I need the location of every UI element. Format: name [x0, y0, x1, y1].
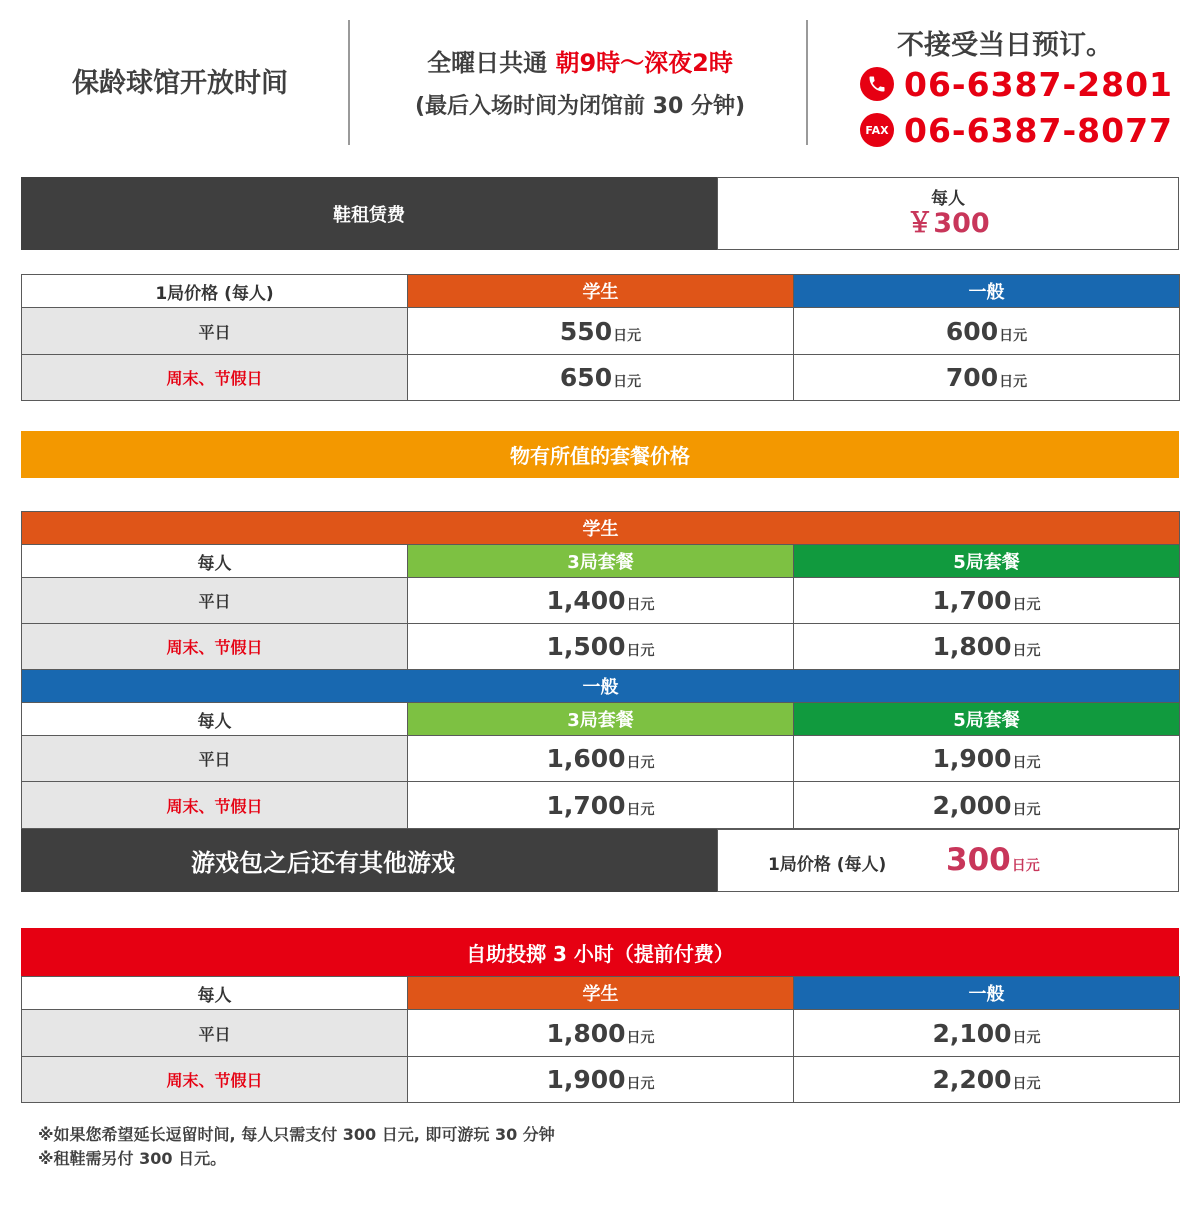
price-unit: 日元	[613, 327, 642, 344]
price-cell	[408, 624, 794, 670]
table-row	[22, 1057, 1180, 1103]
price-cell	[794, 1057, 1180, 1103]
price-cell	[408, 782, 794, 829]
price-value: 2,200	[932, 1065, 1012, 1094]
page-title: 保龄球馆开放时间	[72, 67, 288, 99]
fax-number: 06-6387-8077	[904, 110, 1174, 150]
price-unit: 日元	[1011, 858, 1040, 874]
extra-games-label: 游戏包之后还有其他游戏	[21, 829, 717, 892]
price-unit: 日元	[999, 374, 1028, 390]
row-label: 平日	[22, 736, 408, 782]
row-label: 周末、节假日	[22, 1057, 408, 1103]
hours-time: 朝9時〜深夜2時	[555, 48, 733, 77]
price-value: 2,000	[932, 790, 1012, 820]
col-student: 学生	[408, 977, 794, 1010]
opening-hours	[352, 40, 808, 80]
col-general: 一般	[794, 275, 1180, 308]
divider	[348, 20, 350, 145]
pack-table	[21, 511, 1180, 829]
price-cell	[794, 578, 1180, 624]
price-value: 600	[945, 316, 999, 346]
row-label: 周末、节假日	[22, 355, 408, 401]
price-unit: 日元	[1012, 801, 1041, 818]
price-value: 1,700	[546, 790, 626, 820]
price-cell	[794, 736, 1180, 782]
phone-icon	[860, 67, 894, 101]
price-value: 1,700	[932, 586, 1012, 615]
price-cell	[408, 355, 794, 401]
row-label: 周末、节假日	[22, 782, 408, 829]
price-value: 2,100	[932, 1018, 1012, 1048]
note-extension: ※如果您希望延长逗留时间, 每人只需支付 300 日元, 即可游玩 30 分钟	[38, 1125, 555, 1144]
per-person-header: 每人	[22, 545, 408, 578]
price-cell	[408, 308, 794, 355]
shoe-rental-price-box	[717, 177, 1179, 250]
price-value: 1,800	[932, 632, 1012, 661]
col-pack5: 5局套餐	[794, 545, 1180, 578]
general-section-title: 一般	[22, 670, 1180, 703]
price-unit: 日元	[999, 327, 1028, 344]
row-label: 平日	[22, 1010, 408, 1057]
single-game-header: 1局价格 (每人)	[22, 275, 408, 308]
price-unit: 日元	[1012, 755, 1041, 771]
price-value: 650	[559, 363, 613, 392]
price-cell	[794, 355, 1180, 401]
price-unit: 日元	[626, 1076, 655, 1092]
price-unit: 日元	[626, 643, 655, 659]
price-value: 1,900	[932, 744, 1012, 773]
fax-icon: FAX	[860, 113, 894, 147]
price-value: 700	[945, 363, 999, 392]
price-value: 1,600	[546, 744, 626, 773]
price-cell	[408, 1010, 794, 1057]
table-row	[22, 355, 1180, 401]
table-row	[22, 578, 1180, 624]
col-general: 一般	[794, 977, 1180, 1010]
last-entry-note: (最后入场时间为闭馆前 30 分钟)	[414, 93, 746, 119]
price-unit: 日元	[1012, 643, 1041, 659]
price-unit: 日元	[1012, 1076, 1041, 1092]
price-cell	[794, 782, 1180, 829]
price-unit: 日元	[1012, 597, 1041, 613]
row-label: 平日	[22, 308, 408, 355]
col-pack3: 3局套餐	[408, 703, 794, 736]
price-cell	[408, 578, 794, 624]
phone-number: 06-6387-2801	[904, 64, 1174, 104]
row-label: 平日	[22, 578, 408, 624]
price-value: 1,900	[546, 1065, 626, 1094]
single-game-table	[21, 274, 1180, 401]
price-unit: 日元	[1012, 1029, 1041, 1046]
price-cell	[794, 308, 1180, 355]
price-value: 1,500	[546, 632, 626, 661]
extra-game-price-label: 1局价格 (每人)	[768, 855, 887, 875]
price-value: 550	[559, 316, 613, 346]
per-person-header: 每人	[22, 977, 408, 1010]
table-row	[22, 624, 1180, 670]
table-row	[22, 782, 1180, 829]
price-unit: 日元	[613, 374, 642, 390]
price-unit: 日元	[626, 755, 655, 771]
no-same-day-notice: 不接受当日预订。	[897, 29, 1113, 61]
shoe-per-person: 每人	[931, 188, 965, 209]
price-value: 1,800	[546, 1018, 626, 1048]
self-play-table	[21, 976, 1180, 1103]
price-unit: 日元	[626, 801, 655, 818]
row-label: 周末、节假日	[22, 624, 408, 670]
col-student: 学生	[408, 275, 794, 308]
table-row	[22, 308, 1180, 355]
price-unit: 日元	[626, 1029, 655, 1046]
shoe-rental-label: 鞋租赁费	[21, 177, 717, 250]
self-play-banner: 自助投掷 3 小时（提前付费）	[21, 928, 1179, 976]
table-row	[22, 736, 1180, 782]
price-cell	[408, 736, 794, 782]
note-shoe-rental: ※租鞋需另付 300 日元。	[38, 1149, 227, 1168]
table-row	[22, 1010, 1180, 1057]
price-value: 1,400	[546, 586, 626, 615]
price-cell	[794, 1010, 1180, 1057]
divider	[806, 20, 808, 145]
student-section-title: 学生	[22, 512, 1180, 545]
col-pack5: 5局套餐	[794, 703, 1180, 736]
per-person-header: 每人	[22, 703, 408, 736]
price-cell	[408, 1057, 794, 1103]
extra-game-price-box	[717, 829, 1179, 892]
price-value: 300	[946, 842, 1011, 878]
price-cell	[794, 624, 1180, 670]
price-unit: 日元	[626, 597, 655, 613]
fax-contact	[860, 108, 1180, 152]
shoe-price: ￥300	[906, 207, 990, 239]
value-pack-banner: 物有所值的套餐价格	[21, 431, 1179, 478]
phone-contact[interactable]	[860, 62, 1180, 106]
extra-game-price	[946, 842, 1040, 878]
col-pack3: 3局套餐	[408, 545, 794, 578]
hours-prefix: 全曜日共通	[427, 48, 548, 77]
